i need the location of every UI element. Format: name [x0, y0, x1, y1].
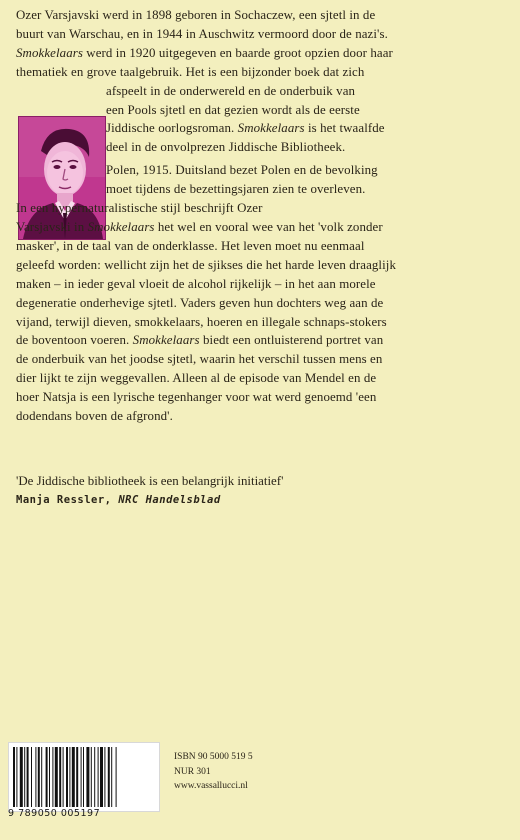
barcode-bar: [13, 747, 15, 807]
description-text: [16, 6, 510, 426]
para2-line5: masker', in de taal van de onderklasse. Het leven moet nu eenmaal: [16, 238, 365, 253]
para2-line9: vijand, terwijl dieven, smokkelaars, hoeren en illegale schnaps-stokers: [16, 314, 387, 329]
nur-code: NUR 301: [174, 766, 211, 777]
para1-line5: afspeelt in de onderwereld en de onderbuik van: [106, 83, 356, 98]
para2-line2: moet tijdens de bezettingsjaren zien te overleven.: [106, 182, 366, 197]
barcode-bar: [63, 747, 64, 807]
barcode-bar: [108, 747, 110, 807]
quote-text: 'De Jiddische bibliotheek is een belangrijk initiatief': [16, 474, 284, 488]
para1-line7-start: Jiddische oorlogsroman.: [106, 121, 238, 136]
publisher-url: www.vassallucci.nl: [174, 781, 248, 791]
isbn-info: [174, 750, 253, 794]
book-title-italic: Smokkelaars: [16, 45, 83, 60]
barcode-bar: [100, 747, 103, 807]
barcode-bar: [83, 747, 84, 807]
barcode-bar: [72, 747, 75, 807]
para2-line4: [16, 218, 510, 237]
barcode-bar: [38, 747, 40, 807]
barcode-bar: [104, 747, 105, 807]
book-title-italic: Smokkelaars: [132, 333, 200, 348]
barcode-bar: [41, 747, 42, 807]
isbn-number: ISBN 90 5000 519 5: [174, 752, 253, 762]
para2-line6: geleefd worden: wellicht zijn het de sjikses die het harde leven draaglijk: [16, 257, 397, 272]
review-quote: [16, 472, 510, 510]
para2-line12: dier lijkt te zijn weggevallen. Alleen al de episode van Mendel en de: [16, 371, 377, 386]
para1-line3-rest: werd in 1920 uitgegeven en baarde groot opzien door haar: [82, 45, 393, 60]
para2-line4-rest: het wel en vooral wee van het 'volk zonder: [154, 219, 383, 234]
barcode-bar: [98, 747, 99, 807]
barcode-bar: [81, 747, 82, 807]
barcode-bar: [91, 747, 92, 807]
para2-line1: Polen, 1915. Duitsland bezet Polen en de bevolking: [106, 163, 378, 178]
para1-line7: [16, 119, 510, 138]
para2-line14: dodendans boven de afgrond'.: [16, 409, 173, 424]
para2-line3: In een hypernaturalistische stijl beschrijft Ozer: [16, 201, 263, 216]
barcode-bar: [76, 747, 78, 807]
barcode-bars: [9, 743, 159, 811]
para1-line2: buurt van Warschau, en in 1944 in Auschwitz vermoord door de nazi's.: [16, 26, 388, 41]
para2-line13: hoer Natsja is een lyrische tegenhanger voor wat werd genoemd 'een: [16, 390, 377, 405]
barcode-bar: [52, 747, 53, 807]
barcode-bar: [46, 747, 48, 807]
book-title-italic: Smokkelaars: [87, 219, 155, 234]
para2-line11: de onderbuik van het joodse sjtetl, waarin het verschil tussen mens en: [16, 352, 383, 367]
quote-source: [16, 491, 510, 510]
barcode-bar: [49, 747, 50, 807]
barcode-bar: [69, 747, 70, 807]
quote-author: Manja Ressler,: [16, 493, 119, 506]
quote-publication: NRC Handelsblad: [118, 493, 221, 506]
para2-line8: degeneratie onderhevige sjtetl. Vaders geven hun dochters weg aan de: [16, 295, 384, 310]
book-title-italic: Smokkelaars: [237, 121, 305, 136]
barcode-bar: [59, 747, 61, 807]
barcode-bar: [94, 747, 95, 807]
para2-line10-start: de boventoon voeren.: [16, 333, 133, 348]
barcode-bar: [16, 747, 17, 807]
para1-line8: deel in de onvolprezen Jiddische Bibliotheek.: [106, 140, 346, 155]
barcode-bar: [31, 747, 32, 807]
barcode-bar: [86, 747, 89, 807]
para1-line6: een Pools sjtetl en dat gezien wordt als de eerste: [106, 102, 360, 117]
barcode-bar: [27, 747, 29, 807]
barcode-bar: [35, 747, 36, 807]
barcode-image: [8, 742, 160, 812]
barcode-bar: [24, 747, 25, 807]
barcode-bar: [20, 747, 23, 807]
para1-line4: thematiek en grove taalgebruik. Het is een bijzonder boek dat zich: [16, 64, 365, 79]
para2-line4-start: Varsjavski in: [16, 219, 88, 234]
para1-line3: [16, 44, 510, 63]
para2-line7: maken – in ieder geval vloeit de alcohol rijkelijk – in het aan morele: [16, 276, 376, 291]
barcode-bar: [66, 747, 68, 807]
barcode-bar: [111, 747, 112, 807]
para1-line1: Ozer Varsjavski werd in 1898 geboren in Sochaczew, een sjtetl in de: [16, 8, 376, 22]
para2-line10-rest: biedt een ontluisterend portret van: [199, 333, 384, 348]
barcode-digits: 9 789050 005197: [8, 808, 101, 819]
barcode-bar: [116, 747, 117, 807]
barcode-bar: [55, 747, 58, 807]
para2-line10: [16, 331, 510, 350]
para1-line7-rest: is het twaalfde: [304, 121, 385, 136]
